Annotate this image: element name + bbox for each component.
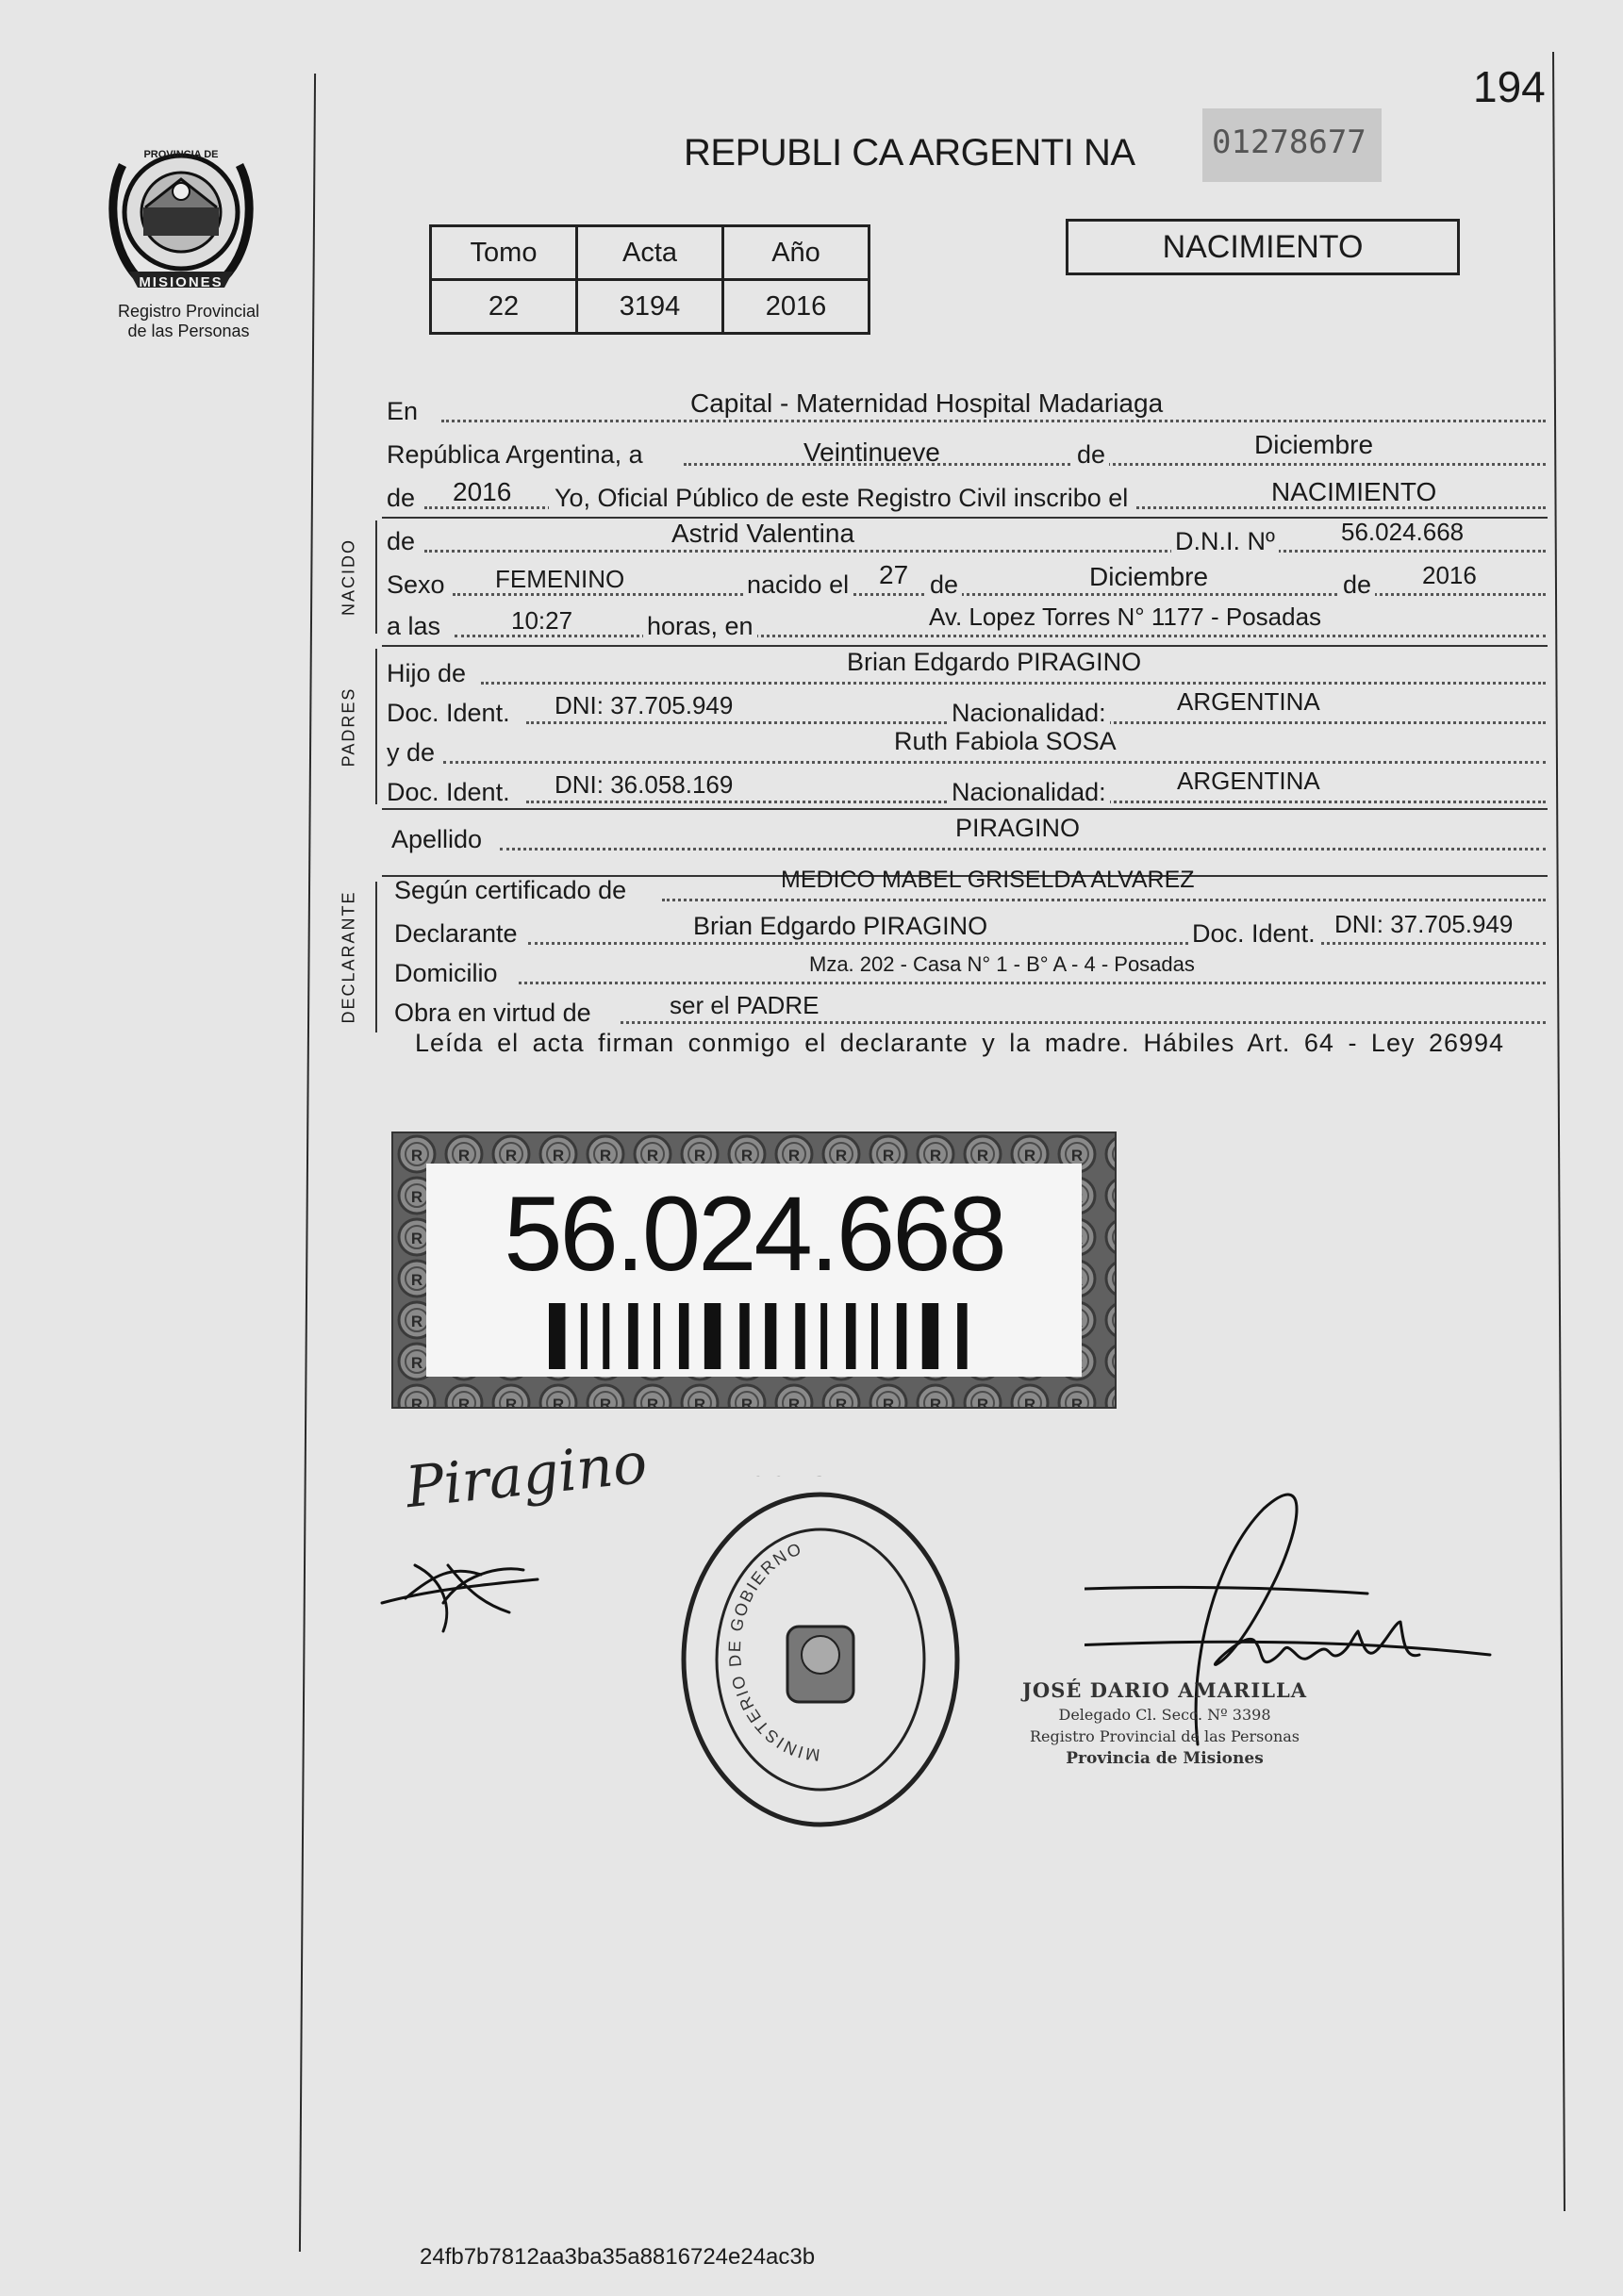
barcode-bar — [628, 1303, 638, 1369]
logo-caption-line1: Registro Provincial — [117, 302, 260, 321]
field-anio-nac: 2016 — [1422, 561, 1477, 589]
closing-text: Leída el acta firman conmigo el declarante y la madre. Hábiles Art. 64 - Ley 26994 — [415, 1029, 1505, 1057]
logo-ring-text-top: PROVINCIA DE — [143, 149, 219, 160]
row-nombre — [387, 519, 1546, 558]
side-label-declarante — [321, 882, 377, 1032]
row-padre-doc — [387, 687, 1546, 730]
barcode-bar — [603, 1303, 609, 1369]
section-rule — [382, 808, 1548, 810]
logo-caption-line2: de las Personas — [127, 322, 250, 340]
record-table — [429, 224, 870, 335]
side-label-nacido — [321, 520, 377, 634]
field-lugar: Capital - Maternidad Hospital Madariaga — [690, 388, 1164, 418]
dni-label-number: 56.024.668 — [504, 1175, 1004, 1293]
left-margin-line — [299, 74, 316, 2252]
record-type-box: NACIMIENTO — [1066, 219, 1460, 275]
label-y-de: y de — [387, 738, 436, 767]
field-lugar-nac: Av. Lopez Torres N° 1177 - Posadas — [929, 603, 1322, 631]
barcode-bar — [795, 1303, 804, 1369]
field-padre-nac: ARGENTINA — [1177, 687, 1320, 716]
label-de-year: de — [387, 484, 416, 512]
row-obra — [387, 990, 1546, 1030]
record-table-cell: 3194 — [577, 280, 723, 334]
official-position: Delegado Cl. Secc. Nº 3398 — [1058, 1706, 1271, 1724]
label-doc-ident-3: Doc. Ident. — [1188, 919, 1319, 949]
label-dni: D.N.I. Nº — [1171, 527, 1279, 556]
field-domicilio: Mza. 202 - Casa N° 1 - B° A - 4 - Posadas — [809, 952, 1195, 976]
field-sexo: FEMENINO — [495, 565, 625, 593]
barcode-bar — [846, 1303, 855, 1369]
province-logo — [106, 132, 257, 297]
row-madre — [387, 727, 1546, 769]
logo-caption — [94, 302, 283, 341]
label-horas-en: horas, en — [643, 612, 757, 641]
side-label-padres — [321, 649, 377, 804]
row-hora — [387, 603, 1546, 643]
page-number: 194 — [1473, 62, 1546, 111]
dotted-leader — [662, 899, 1546, 901]
label-domicilio: Domicilio — [394, 959, 498, 987]
field-hora: 10:27 — [511, 606, 573, 635]
document-hash: 24fb7b7812aa3ba35a8816724e24ac3b — [420, 2244, 816, 2270]
row-sexo — [387, 562, 1546, 602]
field-dia-texto: Veintinueve — [803, 438, 940, 467]
label-republica: República Argentina, a — [387, 440, 643, 469]
label-declarante: Declarante — [394, 919, 518, 948]
record-table-cell: 2016 — [723, 280, 869, 334]
seal-inner-text: MINISTERIO DE GOBIERNO — [724, 1538, 821, 1765]
record-table-cell: 22 — [431, 280, 577, 334]
dotted-leader — [455, 635, 1546, 637]
barcode-bar — [581, 1303, 588, 1369]
row-domicilio — [387, 950, 1546, 990]
record-table-header: Tomo — [431, 226, 577, 280]
dotted-leader — [528, 942, 1546, 945]
row-tipo — [387, 475, 1546, 515]
right-margin-line — [1552, 52, 1565, 2211]
label-de-a: de — [926, 570, 962, 600]
label-nacionalidad-1: Nacionalidad: — [948, 699, 1110, 728]
barcode-bar — [765, 1303, 776, 1369]
dotted-leader — [424, 550, 1546, 553]
dotted-leader — [500, 848, 1546, 851]
field-madre: Ruth Fabiola SOSA — [894, 727, 1117, 755]
row-madre-doc — [387, 769, 1546, 809]
side-label-text: NACIDO — [339, 537, 358, 617]
label-de-month: de — [1073, 440, 1109, 470]
row-padre — [387, 648, 1546, 690]
record-table-header: Acta — [577, 226, 723, 280]
label-doc-ident-2: Doc. Ident. — [387, 778, 510, 806]
field-tipo: NACIMIENTO — [1271, 477, 1437, 506]
handwritten-signature — [377, 1414, 651, 1641]
official-office: Registro Provincial de las Personas — [1029, 1727, 1300, 1745]
field-nombre: Astrid Valentina — [671, 519, 855, 548]
barcode-bar — [897, 1303, 906, 1369]
dni-label-panel — [426, 1164, 1082, 1377]
official-stamp — [995, 1678, 1334, 1768]
record-table-header-row — [431, 226, 869, 280]
field-madre-nac: ARGENTINA — [1177, 767, 1320, 795]
barcode-bar — [739, 1303, 749, 1369]
label-nacido-el: nacido el — [743, 570, 853, 600]
field-dni: 56.024.668 — [1341, 518, 1465, 546]
dni-label — [391, 1131, 1117, 1409]
field-mes: Diciembre — [1254, 430, 1374, 459]
barcode-bar — [704, 1303, 720, 1369]
record-table-header: Año — [723, 226, 869, 280]
dotted-leader — [443, 761, 1546, 764]
signature-text: Piragino — [403, 1429, 651, 1522]
barcode — [549, 1303, 983, 1369]
label-apellido: Apellido — [391, 825, 483, 853]
row-fecha — [387, 432, 1546, 471]
barcode-graphic — [549, 1303, 983, 1369]
barcode-bar — [654, 1303, 660, 1369]
barcode-bar — [922, 1303, 938, 1369]
label-nacionalidad-2: Nacionalidad: — [948, 778, 1110, 807]
label-yo-oficial: Yo, Oficial Público de este Registro Civil inscribo el — [549, 484, 1134, 513]
row-certificado — [387, 867, 1546, 907]
record-table-value-row — [431, 280, 869, 334]
official-seal — [679, 1476, 962, 1834]
official-name: JOSÉ DARIO AMARILLA — [1021, 1678, 1308, 1702]
dotted-leader — [519, 982, 1546, 984]
label-hijo-de: Hijo de — [387, 659, 467, 687]
label-de-name: de — [387, 527, 416, 555]
row-en — [387, 388, 1546, 428]
official-province: Provincia de Misiones — [1066, 1749, 1264, 1768]
side-divider — [375, 520, 377, 634]
field-apellido: PIRAGINO — [955, 814, 1081, 842]
label-sexo: Sexo — [387, 570, 445, 599]
label-segun-cert: Según certificado de — [394, 876, 627, 904]
row-declarante — [387, 911, 1546, 950]
side-label-text: DECLARANTE — [339, 890, 358, 1024]
barcode-bar — [871, 1303, 878, 1369]
dotted-leader — [621, 1021, 1546, 1024]
field-padre-doc: DNI: 37.705.949 — [555, 691, 734, 719]
dotted-leader — [441, 420, 1546, 422]
dotted-leader — [481, 682, 1546, 685]
field-anio: 2016 — [453, 477, 512, 506]
row-apellido — [387, 814, 1546, 856]
field-padre: Brian Edgardo PIRAGINO — [847, 648, 1142, 676]
field-declarante: Brian Edgardo PIRAGINO — [693, 912, 988, 940]
field-certificado: MEDICO MABEL GRISELDA ALVAREZ — [781, 867, 1195, 893]
section-rule — [382, 645, 1548, 647]
field-mes-nac: Diciembre — [1089, 562, 1209, 591]
side-divider — [375, 649, 377, 804]
field-madre-doc: DNI: 36.058.169 — [555, 770, 734, 799]
field-declarante-doc: DNI: 37.705.949 — [1334, 910, 1514, 938]
signature-scribble — [377, 1414, 622, 1641]
field-dia-nac: 27 — [879, 560, 909, 589]
field-obra: ser el PADRE — [670, 991, 820, 1019]
label-a-las: a las — [387, 612, 441, 640]
label-de-b: de — [1339, 570, 1375, 600]
barcode-bar — [957, 1303, 967, 1369]
seal-ring-text — [679, 1476, 962, 1481]
logo-ring-text-bottom: MISIONES — [139, 274, 224, 290]
label-en: En — [387, 397, 419, 425]
label-doc-ident-1: Doc. Ident. — [387, 699, 510, 727]
country-title: REPUBLI CA ARGENTI NA — [684, 132, 1135, 173]
label-obra: Obra en virtud de — [394, 999, 591, 1027]
side-divider — [375, 882, 377, 1032]
barcode-bar — [679, 1303, 688, 1369]
serial-number: 01278677 — [1202, 108, 1382, 182]
seal-graphic — [679, 1476, 962, 1834]
side-label-text: PADRES — [339, 686, 358, 767]
barcode-bar — [549, 1303, 565, 1369]
barcode-bar — [820, 1303, 827, 1369]
